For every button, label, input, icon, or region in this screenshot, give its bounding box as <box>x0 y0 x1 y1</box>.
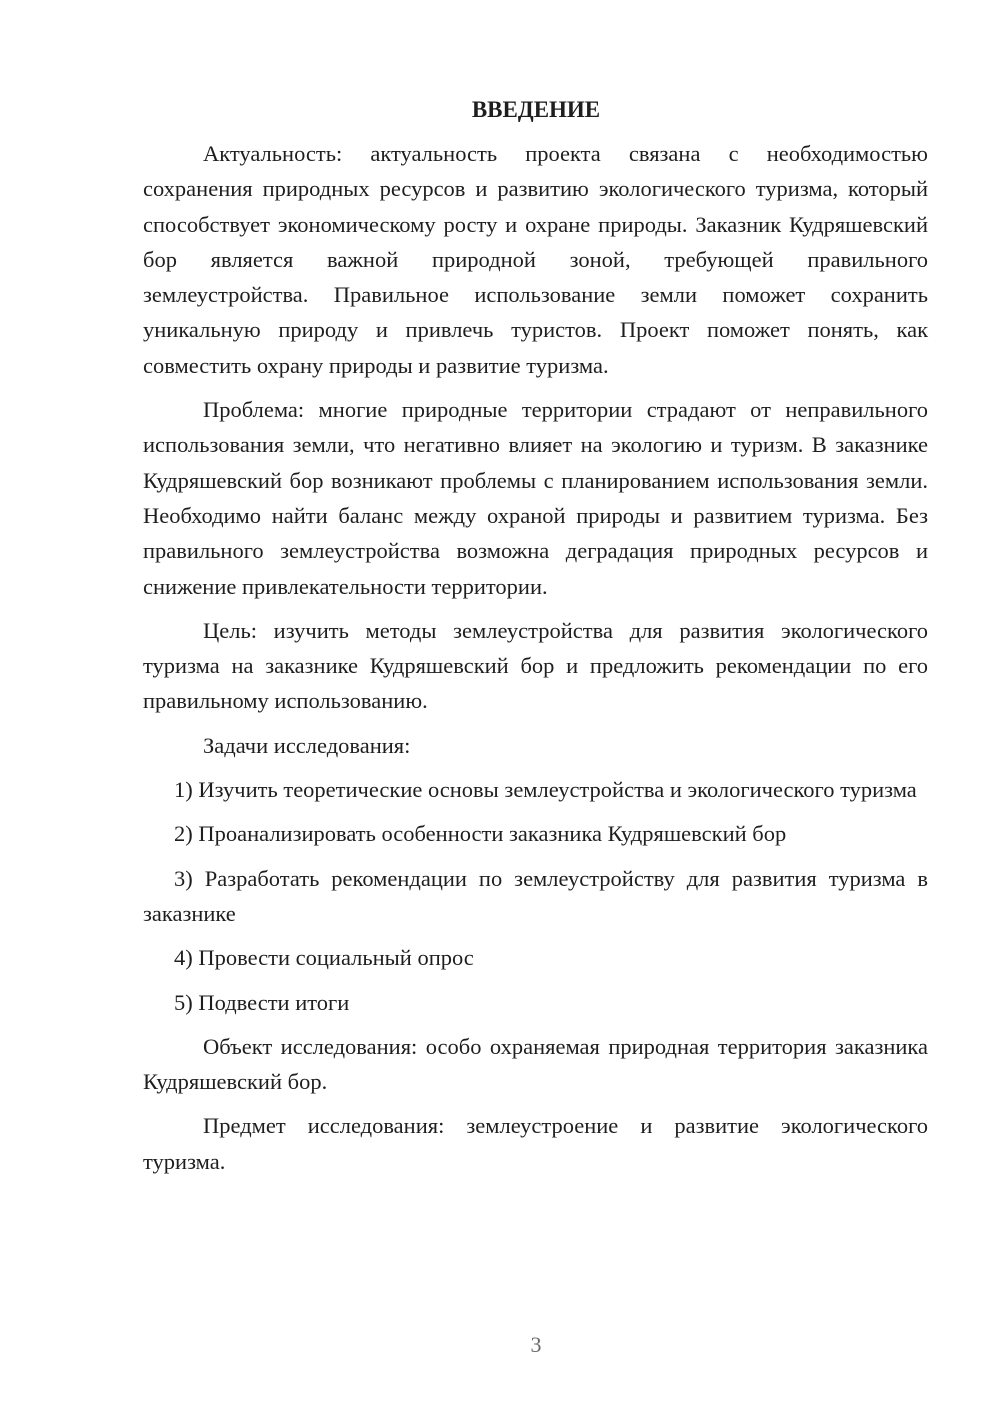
list-item: 5) Подвести итоги <box>174 989 350 1015</box>
relevance-paragraph: Актуальность: актуальность проекта связана с необходимостью сохранения природных ресурсов и развитию экологического туризма, который способствует экономическому росту и охране природы. Заказник Кудряшевский бор является важной природной зоной, требующей правильного землеустройства. Правильное использование земли поможет сохранить уникальную природу и привлечь туристов. Проект поможет понять, как совместить охрану природы и развитие туризма. <box>143 141 928 378</box>
tasks-title: Задачи исследования: <box>203 732 411 758</box>
list-item: 3) Разработать рекомендации по землеустройству для развития туризма в заказнике <box>143 865 928 926</box>
subject-paragraph: Предмет исследования: землеустроение и развитие экологического туризма. <box>143 1113 928 1174</box>
page-title: ВВЕДЕНИЕ <box>471 97 601 122</box>
problem-paragraph: Проблема: многие природные территории страдают от неправильного использования земли, что негативно влияет на экологию и туризм. В заказнике Кудряшевский бор возникают проблемы с планированием использования земли. Необходимо найти баланс между охраной природы и развитием туризма. Без правильного землеустройства возможна деградация природных ресурсов и снижение привлекательности территории. <box>143 397 928 599</box>
list-item: 2) Проанализировать особенности заказника Кудряшевский бор <box>174 821 787 847</box>
list-item: 4) Провести социальный опрос <box>174 945 474 971</box>
goal-paragraph: Цель: изучить методы землеустройства для развития экологического туризма на заказнике Кудряшевский бор и предложить рекомендации по его правильному использованию. <box>143 617 928 714</box>
object-paragraph: Объект исследования: особо охраняемая природная территория заказника Кудряшевский бор. <box>143 1033 928 1095</box>
page-number: 3 <box>530 1332 542 1357</box>
list-item: 1) Изучить теоретические основы землеустройства и экологического туризма <box>174 777 917 803</box>
document-page <box>143 96 928 1188</box>
tasks-list <box>143 772 928 1020</box>
